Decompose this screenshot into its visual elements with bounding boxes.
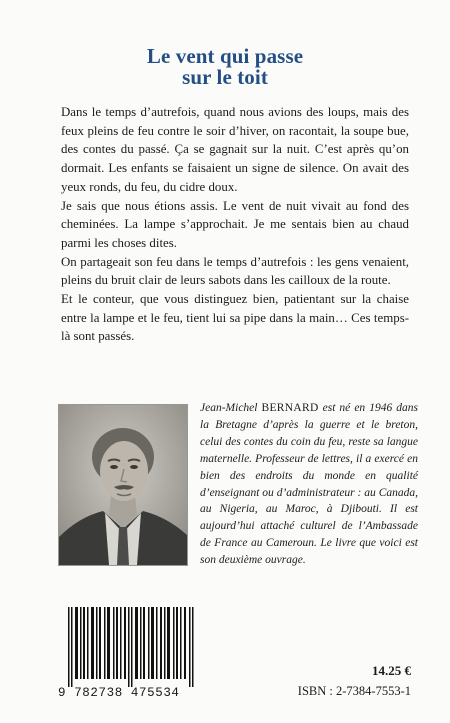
barcode-bars (68, 607, 196, 687)
price: 14.25 € (372, 663, 411, 678)
author-name: Jean-Michel BERNARD (200, 402, 319, 414)
author-bio-text: est né en 1946 dans la Bretagne d’après la guerre et le breton, celui des contes du coin du feu, reste sa langue maternelle. Professeur de lettres, il a exercé en bien des endroits du monde en qualité d’enseignant ou d’administrateur : au Canada, au Nigeria, au Maroc, à Djibouti. Il est aujourd’hui attaché culturel de l’Ambassade de France au Cameroun. Le livre que voici est son deuxième ouvrage. (200, 402, 418, 567)
back-cover-blurb (61, 103, 409, 346)
blurb-paragraph: On partageait son feu dans le temps d’autrefois : les gens venaient, pleins du bruit clair de leurs sabots dans les cailloux de la route. (61, 254, 409, 288)
blurb-paragraph: Dans le temps d’autrefois, quand nous avions des loups, mais des feux pleins de feu contre le soir d’hiver, on racontait, la soupe bue, des contes du passé. Ça se gagnait sur la nuit. C’est après qu’on dormait. Les enfants se faisaient un signe de silence. On avait des yeux ronds, du feu, du cidre doux. (61, 105, 409, 194)
book-title-line-1: Le vent qui passe (146, 44, 304, 68)
blurb-paragraph: Et le conteur, que vous distinguez bien, patientant sur la chaise entre la lampe et le feu, tient lui sa pipe dans la main… Ces temps-là sont passés. (61, 292, 409, 344)
barcode-number: 9 782738 475534 (58, 686, 180, 700)
book-title-line-2: sur le toit (182, 65, 268, 89)
blurb-paragraph: Je sais que nous étions assis. Le vent de nuit vivait au fond des cheminées. La lampe s’approchait. Je me sentais bien au chaud parmi les choses dites. (61, 198, 409, 250)
author-photo (58, 404, 188, 566)
barcode (58, 607, 198, 699)
isbn: ISBN : 2-7384-7553-1 (297, 684, 411, 698)
author-portrait-image (59, 405, 187, 565)
author-biography (200, 400, 418, 569)
